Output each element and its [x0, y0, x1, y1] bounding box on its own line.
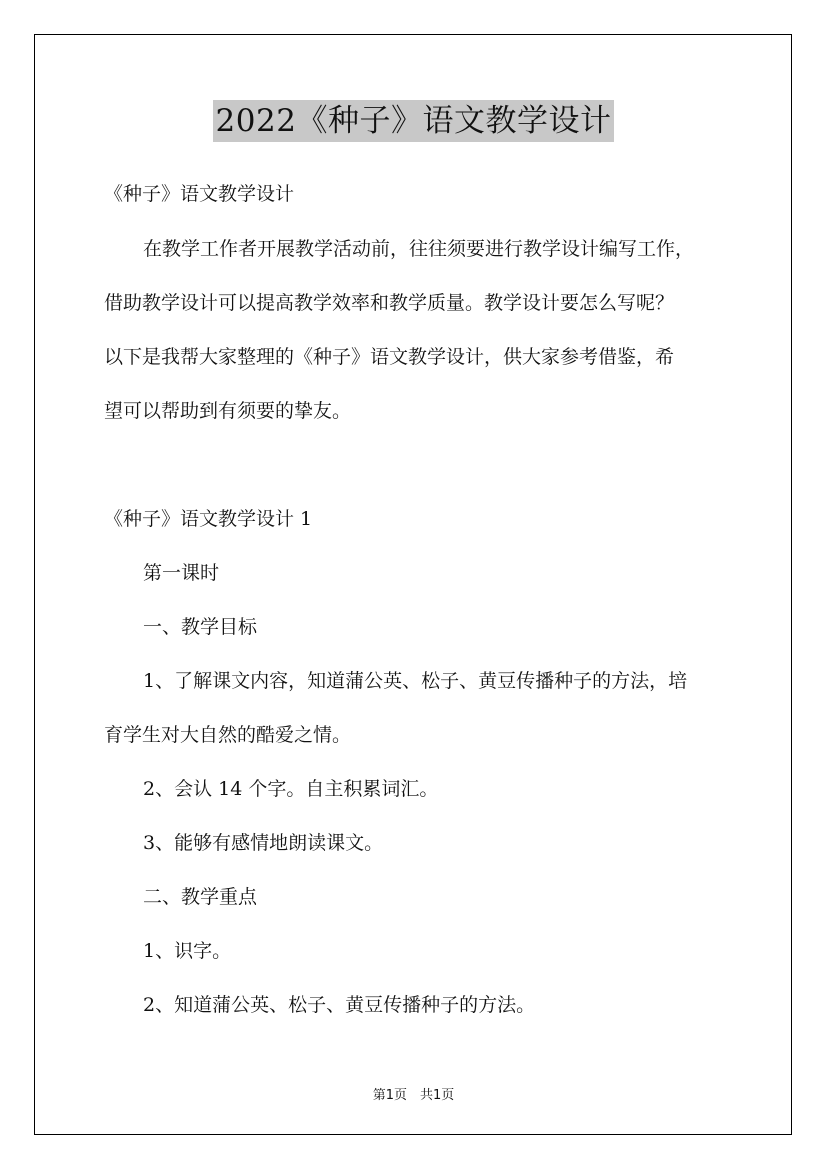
- goals-heading: 一、教学目标: [143, 616, 258, 638]
- section-heading: 《种子》语文教学设计 1: [104, 508, 313, 530]
- intro-line-2: 借助教学设计可以提高教学效率和教学质量。教学设计要怎么写呢？: [104, 292, 675, 314]
- document-title: 2022《种子》语文教学设计: [213, 100, 615, 142]
- focus-2: 2、知道蒲公英、松子、黄豆传播种子的方法。: [143, 994, 536, 1016]
- page-number: 第1页 共1页: [372, 1088, 455, 1103]
- focus-heading: 二、教学重点: [143, 886, 258, 908]
- document-subtitle: 《种子》语文教学设计: [104, 183, 295, 205]
- intro-line-4: 望可以帮助到有须要的挚友。: [104, 400, 352, 422]
- page-footer: [0, 1084, 827, 1103]
- focus-1: 1、识字。: [143, 940, 232, 962]
- title-container: [0, 100, 827, 142]
- intro-line-3: 以下是我帮大家整理的《种子》语文教学设计，供大家参考借鉴，希: [104, 346, 675, 368]
- goal-3: 3、能够有感情地朗读课文。: [143, 832, 384, 854]
- intro-line-1: 在教学工作者开展教学活动前，往往须要进行教学设计编写工作，: [143, 238, 695, 260]
- goal-2: 2、会认 14 个字。自主积累词汇。: [143, 778, 439, 800]
- lesson-label: 第一课时: [143, 562, 220, 584]
- goal-1-line-2: 育学生对大自然的酷爱之情。: [104, 724, 352, 746]
- goal-1-line-1: 1、了解课文内容，知道蒲公英、松子、黄豆传播种子的方法，培: [143, 670, 688, 692]
